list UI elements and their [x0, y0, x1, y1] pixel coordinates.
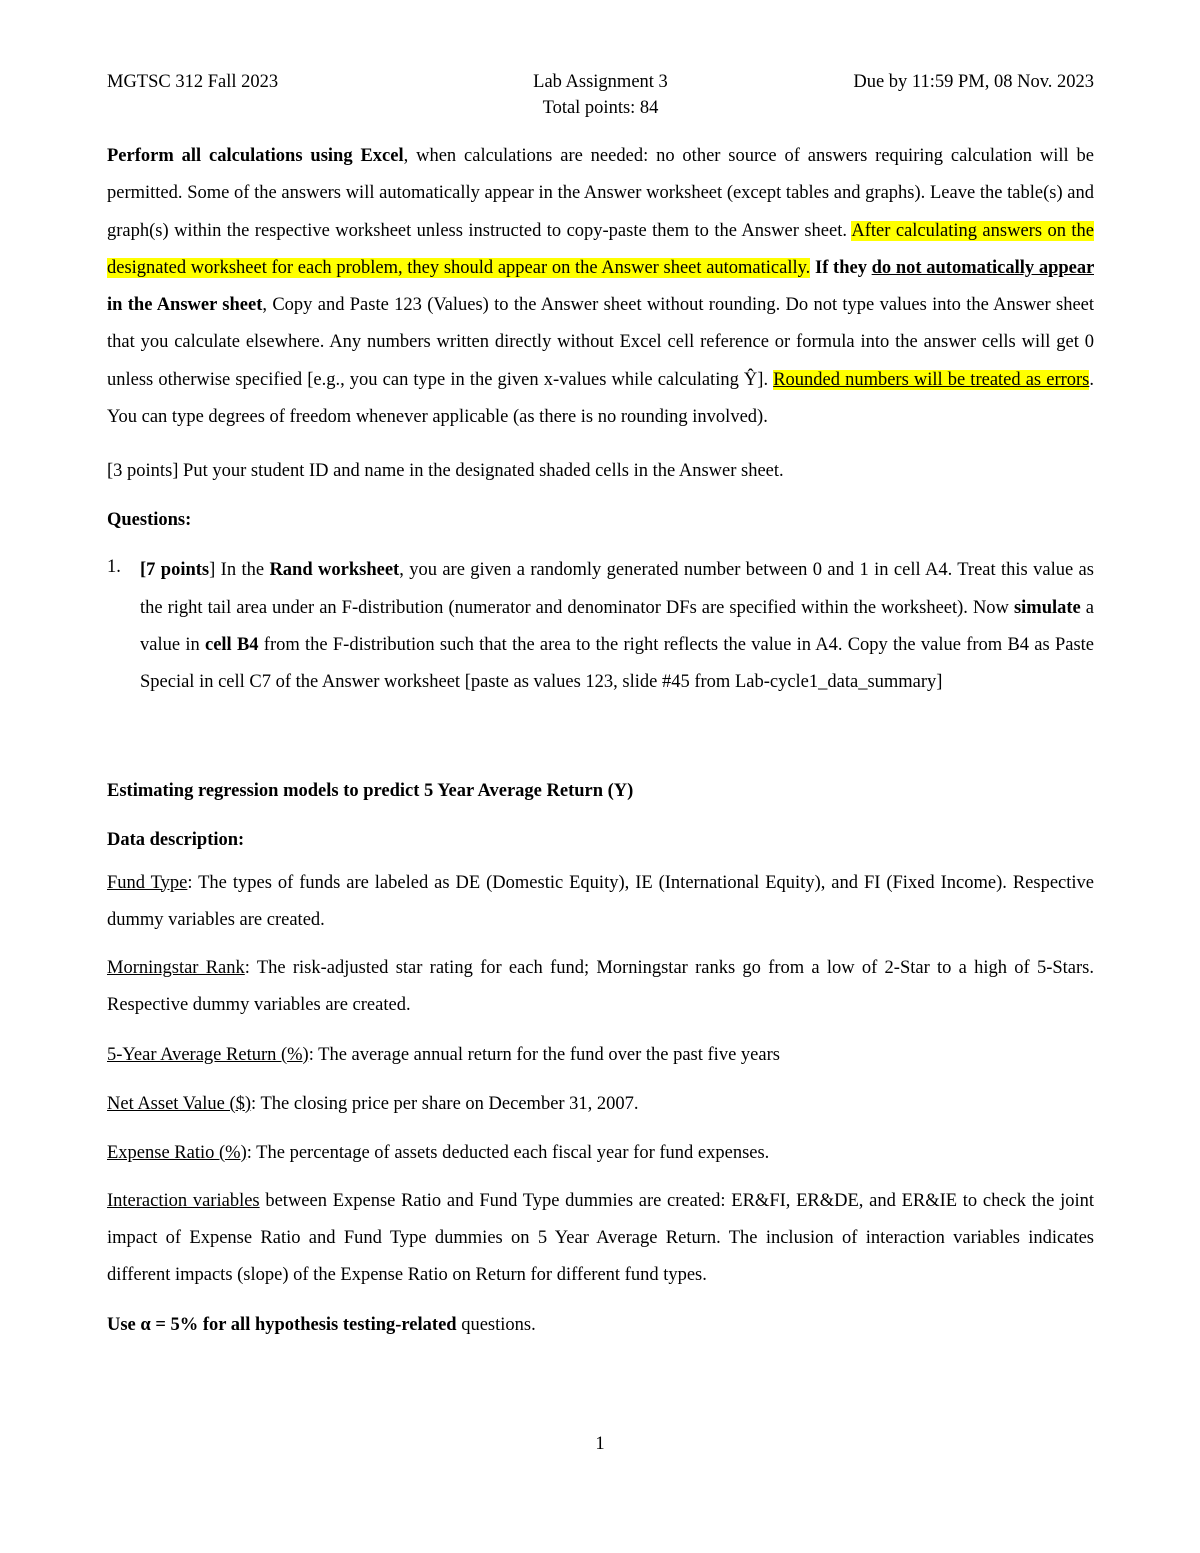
regression-heading: Estimating regression models to predict 5 Year Average Return (Y): [107, 780, 634, 801]
q1-text-3: a value in: [140, 597, 1094, 655]
intro-highlight-1: After calculating answers on the designated worksheet for each problem, they should appear on the Answer sheet automatically.: [107, 220, 1094, 278]
q1-text-2: , you are given a randomly generated number between 0 and 1 in cell A4. Treat this value as the right tail area under an F-distribution (numerator and denominator DFs are specified within the worksheet). Now: [140, 560, 1094, 618]
morningstar-description: [107, 950, 1094, 1025]
fund-type-text: : The types of funds are labeled as DE (Domestic Equity), IE (International Equity), and FI (Fixed Income). Respective dummy variables are created.: [107, 872, 1094, 930]
alpha-value: Use α = 5%: [107, 1314, 199, 1335]
morningstar-text: : The risk-adjusted star rating for each fund; Morningstar ranks go from a low of 2-Star to a high of 5-Stars. Respective dummy variables are created.: [107, 958, 1095, 1016]
nav-description: [107, 1091, 1094, 1117]
alpha-bold: for all hypothesis testing-related: [198, 1314, 457, 1335]
intro-text-1: , when calculations are needed: no other source of answers requiring calculation will be permitted. Some of the answers will automatically appear in the Answer worksheet (except tables and graphs). Leave the table(s) and graph(s) within the respective worksheet unless instructed to copy-paste them to the Answer sheet.: [107, 146, 1094, 241]
intro-highlight-rounded: Rounded numbers will be treated as errors: [773, 369, 1090, 390]
five-year-text: : The average annual return for the fund over the past five years: [308, 1044, 780, 1065]
intro-paragraph: [107, 138, 1094, 436]
q1-simulate: simulate: [1013, 597, 1081, 618]
intro-text-2: , Copy and Paste 123 (Values) to the Answer sheet without rounding. Do not type values into the Answer sheet that you calculate elsewhere. Any numbers written directly without Excel cell reference or formula into the answer cells will get 0 unless otherwise specified [e.g., you can type in the given x-values while calculating Ŷ].: [107, 295, 1095, 390]
q1-worksheet: Rand worksheet: [269, 560, 400, 581]
intro-text-3: . You can type degrees of freedom whenever applicable (as there is no rounding involved).: [107, 369, 1094, 428]
interaction-text: between Expense Ratio and Fund Type dummies are created: ER&FI, ER&DE, and ER&IE to check the joint impact of Expense Ratio and Fund Type dummies on 5 Year Average Return. The inclusion of interaction variables indicates different impacts (slope) of the Expense Ratio on Return for different fund types.: [107, 1190, 1094, 1286]
intro-bold-2: If they: [810, 257, 872, 278]
alpha-instruction: [107, 1312, 1094, 1338]
data-description-heading: Data description:: [107, 829, 245, 850]
intro-bold-underline: do not automatically appear: [871, 257, 1094, 278]
interaction-label: Interaction variables: [107, 1190, 260, 1211]
course-name: MGTSC 312 Fall 2023: [107, 72, 279, 92]
expense-label: Expense Ratio (%): [107, 1142, 247, 1163]
q1-text-4: from the F-distribution such that the area to the right reflects the value in A4. Copy the value from B4 as Paste Special in cell C7 of the Answer worksheet [paste as values 123, slide #45 from Lab-cycle1_data_summary]: [140, 634, 1095, 693]
morningstar-label: Morningstar Rank: [107, 958, 245, 979]
assignment-title: Lab Assignment 3: [533, 72, 668, 92]
q1-text-1: ] In the: [209, 560, 270, 581]
questions-heading: Questions:: [107, 510, 192, 531]
five-year-label: 5-Year Average Return (%): [107, 1044, 309, 1065]
document-body: [107, 138, 1094, 1338]
nav-label: Net Asset Value ($): [107, 1093, 252, 1114]
nav-text: : The closing price per share on December 31, 2007.: [251, 1093, 639, 1114]
question-number: 1.: [107, 557, 121, 578]
question-1: [107, 552, 1094, 701]
student-id-instruction: [3 points] Put your student ID and name in the designated shaded cells in the Answer sheet.: [107, 461, 784, 482]
five-year-description: [107, 1042, 1094, 1068]
intro-bold-3: in the Answer sheet: [107, 295, 263, 316]
page-header: [107, 72, 1094, 118]
alpha-text: questions.: [456, 1314, 536, 1335]
question-1-text: [140, 552, 1094, 701]
intro-bold-excel: Perform all calculations using Excel: [107, 146, 404, 166]
due-date: Due by 11:59 PM, 08 Nov. 2023: [853, 72, 1094, 92]
expense-text: : The percentage of assets deducted each fiscal year for fund expenses.: [246, 1142, 770, 1163]
expense-description: [107, 1140, 1094, 1166]
q1-cell: cell B4: [204, 634, 259, 655]
fund-type-label: Fund Type: [107, 872, 188, 893]
total-points: Total points: 84: [542, 98, 659, 118]
fund-type-description: [107, 865, 1094, 940]
interaction-description: [107, 1183, 1094, 1295]
q1-points: [7 points: [140, 560, 210, 581]
page-number: 1: [595, 1434, 605, 1454]
